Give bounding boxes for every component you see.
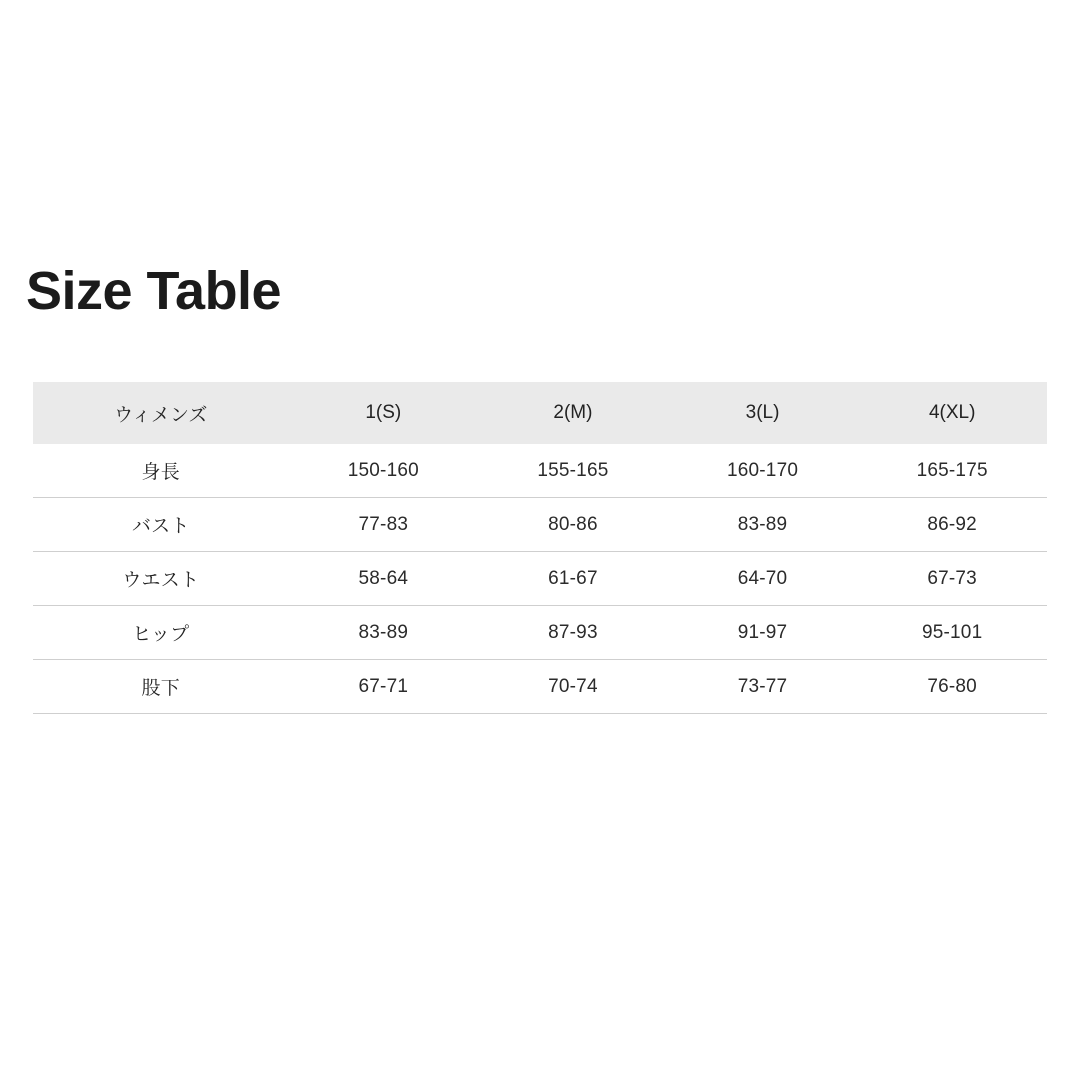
table-cell: 150-160 [289, 444, 479, 498]
row-label: バスト [33, 498, 289, 552]
table-header [33, 382, 1047, 444]
table-cell: 83-89 [668, 498, 858, 552]
table-row [33, 444, 1047, 498]
table-body [33, 444, 1047, 714]
table-cell: 83-89 [289, 606, 479, 660]
table-cell: 73-77 [668, 660, 858, 714]
table-cell: 80-86 [478, 498, 668, 552]
table-cell: 155-165 [478, 444, 668, 498]
table-cell: 76-80 [857, 660, 1047, 714]
table-row [33, 660, 1047, 714]
table-cell: 58-64 [289, 552, 479, 606]
table-row [33, 552, 1047, 606]
table-cell: 165-175 [857, 444, 1047, 498]
column-header-size-1: 1(S) [289, 382, 479, 444]
table-cell: 86-92 [857, 498, 1047, 552]
table-cell: 64-70 [668, 552, 858, 606]
table-cell: 67-73 [857, 552, 1047, 606]
row-label: 身長 [33, 444, 289, 498]
table-row [33, 606, 1047, 660]
page-title: Size Table [26, 261, 282, 321]
column-header-size-3: 3(L) [668, 382, 858, 444]
table-cell: 67-71 [289, 660, 479, 714]
table-cell: 70-74 [478, 660, 668, 714]
row-label: ヒップ [33, 606, 289, 660]
column-header-size-4: 4(XL) [857, 382, 1047, 444]
table-cell: 95-101 [857, 606, 1047, 660]
table-cell: 91-97 [668, 606, 858, 660]
column-header-category: ウィメンズ [33, 382, 289, 444]
size-table-container [33, 382, 1047, 714]
table-cell: 87-93 [478, 606, 668, 660]
table-cell: 61-67 [478, 552, 668, 606]
table-cell: 77-83 [289, 498, 479, 552]
row-label: ウエスト [33, 552, 289, 606]
table-row [33, 498, 1047, 552]
table-cell: 160-170 [668, 444, 858, 498]
column-header-size-2: 2(M) [478, 382, 668, 444]
table-header-row [33, 382, 1047, 444]
size-table [33, 382, 1047, 714]
row-label: 股下 [33, 660, 289, 714]
